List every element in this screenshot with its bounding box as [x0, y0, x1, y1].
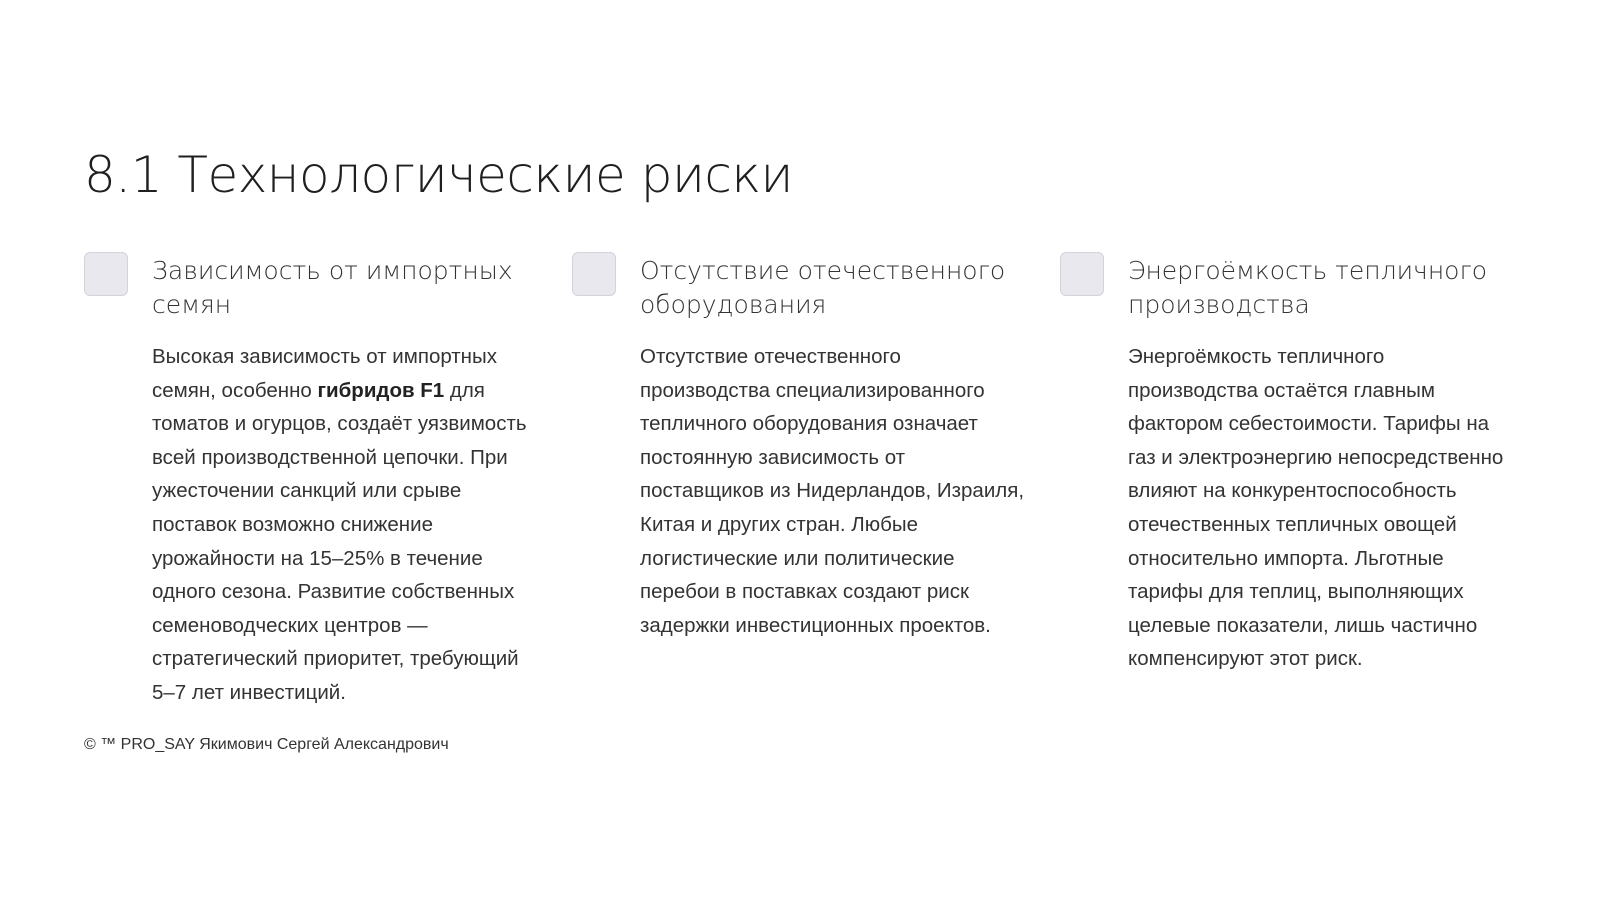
card-text-part: для томатов и огурцов, создаёт уязвимость всей производственной цепочки. При ужесточении санкций или срыве поставок возможно снижение урожайности на 15–25% в течение одного сезона. Развитие собственных семеноводческих центров — стратегический приоритет, требующий 5–7 лет инвестиций.: [152, 378, 527, 704]
card-description: Энергоёмкость тепличного производства остаётся главным фактором себестоимости. Тарифы на газ и электроэнергию непосредственно влияют на конкурентоспособность отечественных тепличных овощей относительно импорта. Льготные тарифы для теплиц, выполняющих целевые показатели, лишь частично компенсируют этот риск.: [1128, 345, 1504, 671]
card-icon-placeholder: [572, 252, 616, 296]
card-description: Отсутствие отечественного производства специализированного тепличного оборудования означает постоянную зависимость от поставщиков из Нидерландов, Израиля, Китая и других стран. Любые логистические или политические перебои в поставках создают риск задержки инвестиционных проектов.: [640, 345, 1025, 637]
card-body: [1128, 254, 1520, 676]
page-title: 8.1 Технологические риски: [84, 146, 793, 204]
card-body: [640, 254, 1032, 642]
card-title: Энергоёмкость тепличного производства: [1128, 256, 1488, 319]
card-title: Отсутствие отечественного оборудования: [640, 256, 1006, 319]
card-text-emphasis: гибридов F1: [317, 378, 445, 402]
card-icon-placeholder: [1060, 252, 1104, 296]
card-title: Зависимость от импортных семян: [152, 256, 513, 319]
card-description: [152, 340, 544, 710]
slide-content: [84, 140, 1524, 704]
copyright-footer: © ™ PRO_SAY Якимович Сергей Александрович: [84, 736, 449, 753]
card-text-part: Высокая зависимость от импортных семян, особенно: [152, 345, 497, 402]
card-body: [152, 254, 544, 710]
card-icon-placeholder: [84, 252, 128, 296]
